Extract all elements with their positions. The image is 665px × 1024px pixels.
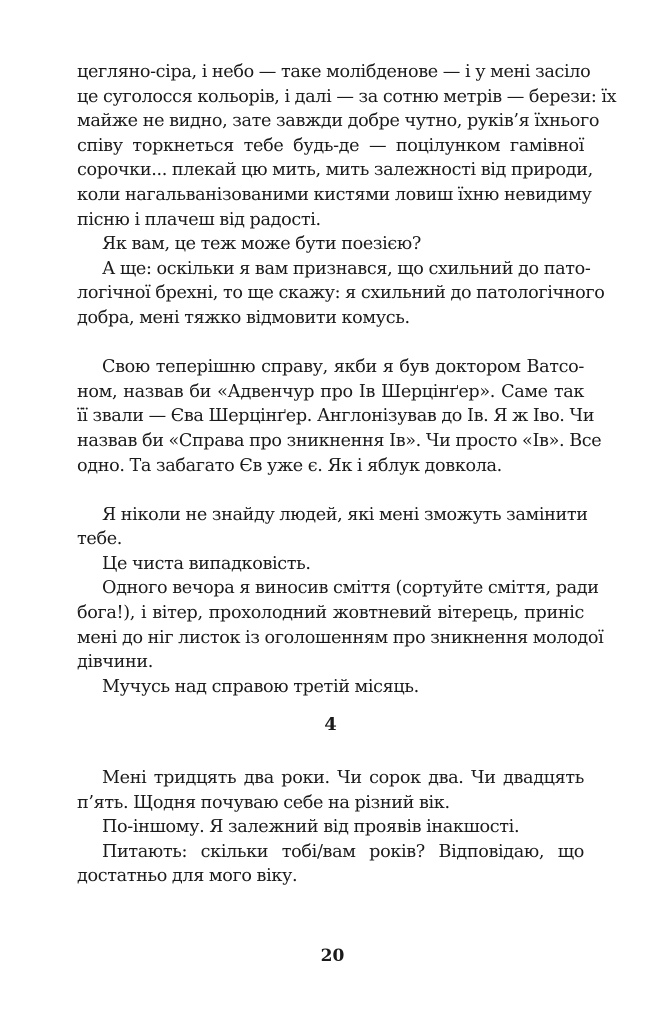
text-line: достатньо для мого віку. — [77, 866, 298, 887]
text-line: це суголосся кольорів, і далі — за сотню метрів — берези: їх — [77, 86, 617, 107]
text-line: Як вам, це теж може бути поезією? — [102, 234, 421, 255]
page-number: 20 — [320, 946, 345, 966]
text-line: майже не видно, зате завжди добре чутно, руків’я їхнього — [77, 111, 600, 132]
paragraph-9 — [77, 766, 584, 815]
text-line: коли нагальванізованими кистями ловиш їхню невидиму — [77, 184, 592, 205]
paragraph-4 — [77, 355, 602, 478]
text-line: ном, назвав би «Адвенчур про Ів Шерцінґер». Саме так — [77, 381, 584, 402]
text-line: дівчини. — [77, 652, 153, 673]
text-line: логічної брехні, то ще скажу: я схильний до патологічного — [77, 283, 605, 304]
text-line: добра, мені тяжко відмовити комусь. — [77, 307, 410, 328]
text-line: одно. Та забагато Єв уже є. Як і яблук довкола. — [77, 455, 502, 476]
text-line: Мені тридцять два роки. Чи сорок два. Чи двадцять — [102, 768, 584, 789]
text-line: По-іншому. Я залежний від проявів інакшості. — [102, 817, 520, 838]
chapter-number: 4 — [324, 714, 337, 736]
text-line: п’ять. Щодня почуваю себе на різний вік. — [77, 792, 450, 813]
text-line: Це чиста випадковість. — [102, 553, 311, 574]
text-line: Одного вечора я виносив сміття (сортуйте сміття, ради — [102, 578, 599, 599]
paragraph-3 — [77, 257, 605, 331]
paragraph-10 — [77, 815, 584, 840]
section-gap — [77, 478, 584, 503]
text-line: назвав би «Справа про зникнення Ів». Чи просто «Ів». Все — [77, 430, 602, 451]
text-line: мені до ніг листок із оголошенням про зникнення молодої — [77, 627, 604, 648]
text-line: співу торкнеться тебе будь-де — поцілунком гамівної — [77, 135, 584, 156]
text-line: Мучусь над справою третій місяць. — [102, 676, 419, 697]
text-line: цегляно-сіра, і небо — таке молібденове — і у мені засіло — [77, 62, 591, 82]
text-line: тебе. — [77, 529, 122, 550]
text-line: пісню і плачеш від радості. — [77, 209, 321, 230]
text-line: А ще: оскільки я вам признався, що схильний до пато- — [102, 258, 591, 279]
paragraph-7 — [77, 576, 604, 674]
text-line: Питають: скільки тобі/вам років? Відповідаю, що — [102, 841, 584, 862]
text-line: бога!), і вітер, прохолодний жовтневий вітерець, приніс — [77, 603, 584, 624]
text-line: її звали — Єва Шерцінґер. Англонізував до Ів. Я ж Іво. Чи — [77, 406, 595, 427]
paragraph-11 — [77, 840, 584, 889]
text-line: Свою теперішню справу, якби я був доктором Ватсо- — [102, 357, 584, 378]
paragraph-6 — [77, 552, 584, 577]
paragraph-5 — [77, 503, 588, 552]
paragraph-1 — [77, 60, 617, 232]
page-body — [77, 60, 617, 889]
text-line: сорочки... плекай цю мить, мить залежності від природи, — [77, 160, 593, 181]
paragraph-8 — [77, 675, 584, 700]
text-line: Я ніколи не знайду людей, які мені зможуть замінити — [102, 504, 588, 525]
section-gap — [77, 331, 584, 356]
paragraph-2 — [77, 232, 584, 257]
